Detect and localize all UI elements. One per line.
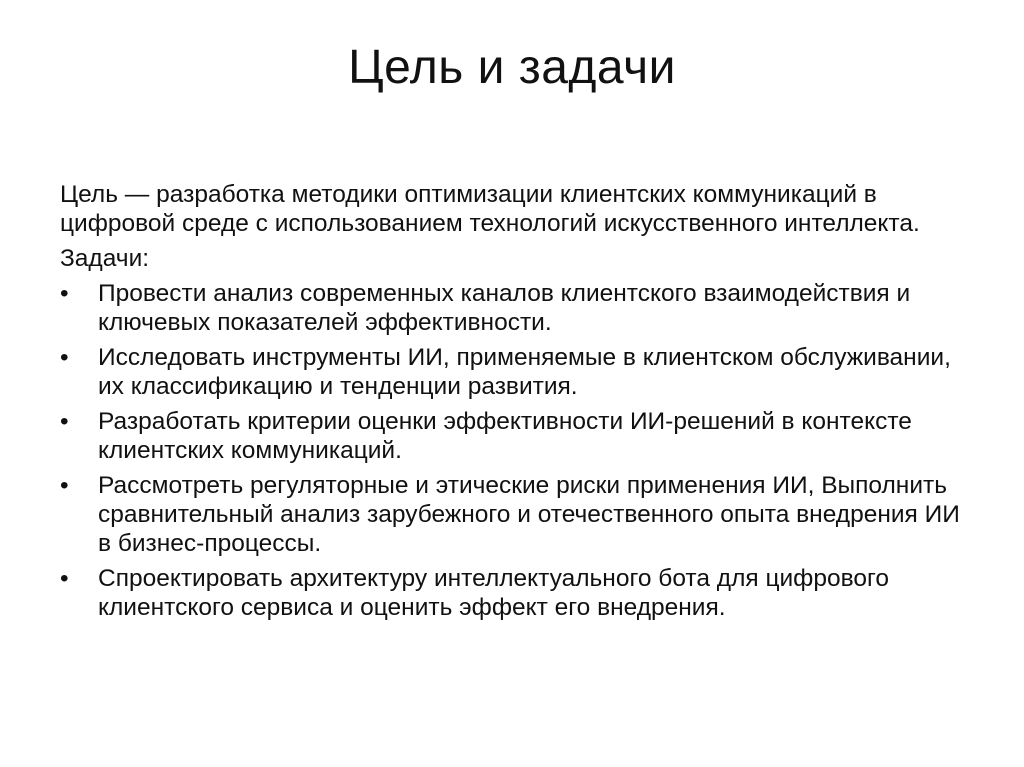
bullet-icon: •: [60, 565, 69, 592]
slide-content: [60, 180, 965, 628]
task-text: Разработать критерии оценки эффективности ИИ-решений в контексте клиентских коммуникаций.: [98, 408, 912, 464]
task-text: Исследовать инструменты ИИ, применяемые в клиентском обслуживании, их классификацию и тенденции развития.: [98, 344, 951, 400]
bullet-icon: •: [60, 472, 69, 499]
bullet-icon: •: [60, 344, 69, 371]
list-item: [60, 279, 965, 337]
goal-text: Цель — разработка методики оптимизации клиентских коммуникаций в цифровой среде с использованием технологий искусственного интеллекта.: [60, 181, 920, 237]
tasks-label: Задачи:: [60, 245, 150, 272]
tasks-list: [60, 279, 965, 622]
bullet-icon: •: [60, 408, 69, 435]
list-item: [60, 564, 965, 622]
task-text: Спроектировать архитектуру интеллектуального бота для цифрового клиентского сервиса и оценить эффект его внедрения.: [98, 565, 889, 621]
bullet-icon: •: [60, 280, 69, 307]
list-item: [60, 407, 965, 465]
task-text: Рассмотреть регуляторные и этические риски применения ИИ, Выполнить сравнительный анализ зарубежного и отечественного опыта внедрения ИИ в бизнес-процессы.: [98, 472, 960, 557]
slide-title: Цель и задачи: [348, 41, 676, 94]
list-item: [60, 471, 965, 558]
task-text: Провести анализ современных каналов клиентского взаимодействия и ключевых показателей эффективности.: [98, 280, 911, 336]
list-item: [60, 343, 965, 401]
